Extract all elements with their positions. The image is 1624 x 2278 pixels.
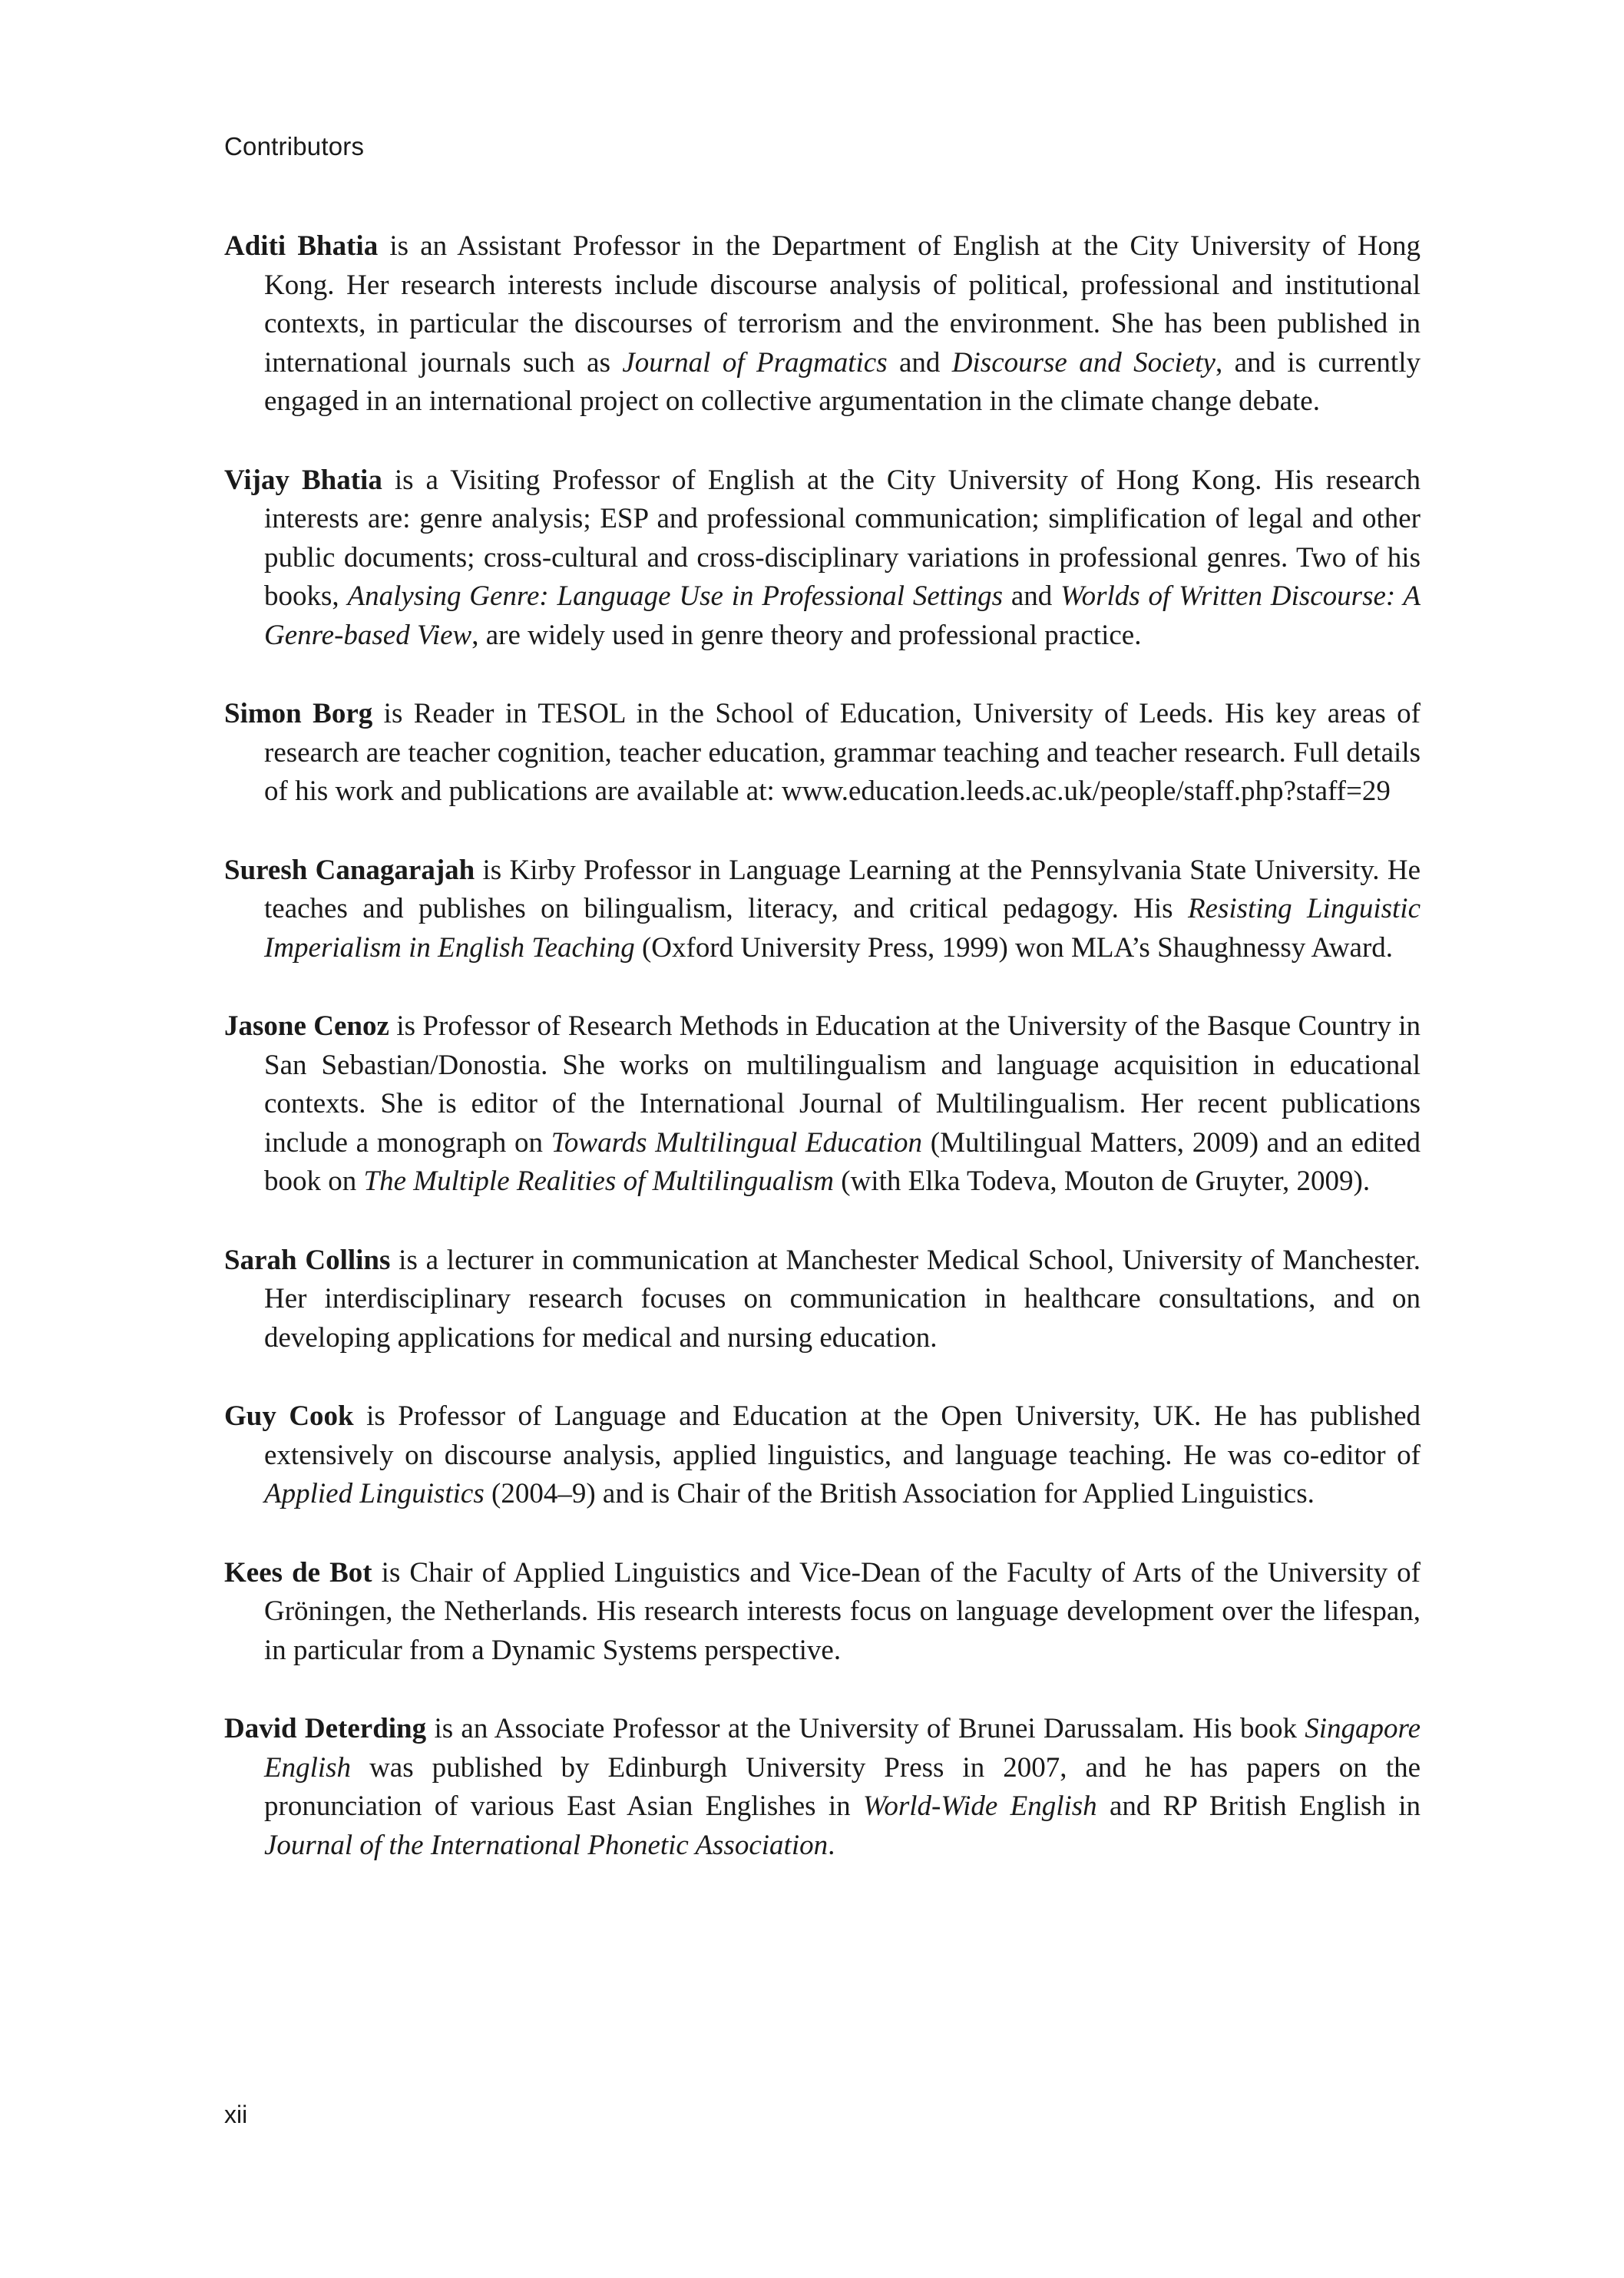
bio-text: is Reader in TESOL in the School of Education, University of Leeds. His key areas of research are teacher cognition, teacher education, grammar teaching and teacher research. Full details of his work and publications are available at: www.education.leeds.ac.uk/people/staff.php?staff=29: [264, 698, 1421, 807]
contributor-entry: [224, 1397, 1421, 1514]
bio-text: is Professor of Research Methods in Education at the University of the Basque Country in San Sebastian/Donostia. She works on multilingualism and language acquisition in educational contexts. She is editor of the International Journal of Multilingualism. Her recent publications include a monograph on: [264, 1010, 1421, 1159]
contributor-name: Vijay Bhatia: [224, 464, 382, 496]
contributor-name: Simon Borg: [224, 698, 373, 729]
contributor-entry: [224, 1710, 1421, 1865]
contributor-entry: [224, 1007, 1421, 1202]
bio-text: was published by Edinburgh University Press in 2007, and he has papers on the pronunciation of various East Asian Englishes in: [264, 1751, 1421, 1822]
publication-title: Applied Linguistics: [264, 1478, 485, 1509]
contributor-entry: [224, 1554, 1421, 1671]
bio-text: (Oxford University Press, 1999) won MLA’s Shaughnessy Award.: [634, 931, 1394, 964]
publication-title: Journal of the International Phonetic Association: [264, 1829, 829, 1861]
publication-title: Resisting Linguistic Imperialism in English Teaching: [264, 893, 1421, 964]
publication-title: Worlds of Written Discourse: A Genre-based View: [264, 580, 1421, 651]
publication-title: Towards Multilingual Education: [551, 1126, 923, 1159]
bio-text: .: [828, 1829, 835, 1861]
publication-title: World-Wide English: [862, 1790, 1097, 1822]
contributor-entry: [224, 851, 1421, 968]
contributor-entry: [224, 227, 1421, 422]
contributor-entry: [224, 695, 1421, 812]
contributor-name: Jasone Cenoz: [224, 1010, 389, 1042]
contributor-name: Guy Cook: [224, 1400, 354, 1432]
contributor-name: Kees de Bot: [224, 1556, 372, 1589]
bio-text: and: [887, 346, 952, 379]
bio-text: is a Visiting Professor of English at the City University of Hong Kong. His research interests are: genre analysis; ESP and professional communication; simplification of legal and other public documents; cross-cultural and cross-disciplinary variations in professional genres. Two of his books,: [264, 464, 1421, 612]
contributor-name: Aditi Bhatia: [224, 230, 379, 262]
publication-title: The Multiple Realities of Multilingualism: [363, 1165, 835, 1197]
contributor-entry: [224, 1241, 1421, 1358]
bio-text: , are widely used in genre theory and professional practice.: [471, 619, 1142, 651]
bio-text: , and is currently engaged in an international project on collective argumentation in the climate change debate.: [264, 346, 1421, 417]
bio-text: and: [1003, 580, 1061, 612]
contributor-entry: [224, 461, 1421, 656]
bio-text: is a lecturer in communication at Manchester Medical School, University of Manchester. Her interdisciplinary research focuses on communication in healthcare consultations, and on developing applications for medical and nursing education.: [264, 1244, 1421, 1354]
bio-text: (with Elka Todeva, Mouton de Gruyter, 2009).: [834, 1165, 1371, 1197]
bio-text: is an Assistant Professor in the Department of English at the City University of Hong Kong. Her research interests include discourse analysis of political, professional and institutional contexts, in particular the discourses of terrorism and the environment. She has been published in international journals such as: [264, 230, 1421, 379]
bio-text: and RP British English in: [1096, 1790, 1421, 1822]
publication-title: Singapore English: [264, 1713, 1421, 1784]
bio-text: is Chair of Applied Linguistics and Vice-Dean of the Faculty of Arts of the University of Gröningen, the Netherlands. His research interests focus on language development over the lifespan, in particular from a Dynamic Systems perspective.: [264, 1556, 1421, 1666]
bio-text: is an Associate Professor at the University of Brunei Darussalam. His book: [426, 1713, 1305, 1744]
contributor-name: Sarah Collins: [224, 1244, 391, 1276]
running-head: Contributors: [224, 132, 365, 160]
contributor-list: [224, 227, 1421, 1905]
publication-title: Analysing Genre: Language Use in Professional Settings: [347, 580, 1004, 612]
bio-text: is Kirby Professor in Language Learning at the Pennsylvania State University. He teaches and publishes on bilingualism, literacy, and critical pedagogy. His: [264, 854, 1421, 924]
bio-text: (Multilingual Matters, 2009) and an edited book on: [264, 1126, 1421, 1197]
bio-text: is Professor of Language and Education at the Open University, UK. He has published extensively on discourse analysis, applied linguistics, and language teaching. He was co-editor of: [264, 1400, 1421, 1471]
publication-title: Journal of Pragmatics: [622, 346, 888, 379]
page-number: xii: [224, 2101, 248, 2128]
contributor-name: Suresh Canagarajah: [224, 854, 475, 886]
publication-title: Discourse and Society: [951, 346, 1216, 379]
bio-text: (2004–9) and is Chair of the British Association for Applied Linguistics.: [484, 1478, 1315, 1509]
contributor-name: David Deterding: [224, 1713, 427, 1744]
